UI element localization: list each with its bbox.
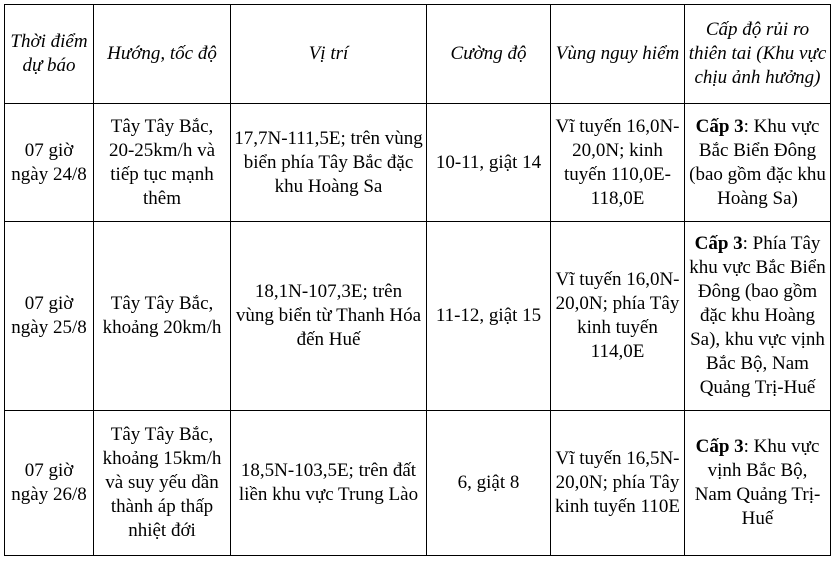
- table-row: [5, 104, 831, 222]
- table-row: [5, 222, 831, 411]
- risk-level-label: Cấp 3: [695, 115, 744, 137]
- cell-risk: [685, 411, 831, 556]
- header-danger-zone: Vùng nguy hiểm: [551, 5, 685, 104]
- header-row: [5, 5, 831, 104]
- cell-time: 07 giờ ngày 24/8: [5, 104, 94, 222]
- cell-danger-zone: Vĩ tuyến 16,5N-20,0N; phía Tây kinh tuyến 110E: [551, 411, 685, 556]
- cell-risk: [685, 104, 831, 222]
- risk-area-text: : Khu vực vịnh Bắc Bộ, Nam Quảng Trị-Huế: [694, 436, 821, 529]
- header-time: Thời điểm dự báo: [5, 5, 94, 104]
- header-risk-level: Cấp độ rủi ro thiên tai (Khu vực chịu ảnh hưởng): [685, 5, 831, 104]
- cell-direction: Tây Tây Bắc, khoảng 20km/h: [94, 222, 231, 411]
- header-direction: Hướng, tốc độ: [94, 5, 231, 104]
- cell-danger-zone: Vĩ tuyến 16,0N-20,0N; kinh tuyến 110,0E-118,0E: [551, 104, 685, 222]
- risk-level-label: Cấp 3: [695, 436, 744, 457]
- cell-risk: [685, 222, 831, 411]
- cell-time: 07 giờ ngày 26/8: [5, 411, 94, 556]
- risk-level-label: Cấp 3: [694, 233, 743, 254]
- risk-area-text: : Phía Tây khu vực Bắc Biển Đông (bao gồm đặc khu Hoàng Sa), khu vực vịnh Bắc Bộ, Nam Quảng Trị-Huế: [689, 233, 826, 398]
- risk-area-text: : Khu vực Bắc Biển Đông (bao gồm đặc khu Hoàng Sa): [689, 115, 826, 209]
- cell-time: 07 giờ ngày 25/8: [5, 222, 94, 411]
- forecast-table: [4, 4, 831, 556]
- cell-position: 17,7N-111,5E; trên vùng biển phía Tây Bắc đặc khu Hoàng Sa: [231, 104, 427, 222]
- cell-intensity: 6, giật 8: [427, 411, 551, 556]
- cell-intensity: 10-11, giật 14: [427, 104, 551, 222]
- cell-position: 18,1N-107,3E; trên vùng biển từ Thanh Hóa đến Huế: [231, 222, 427, 411]
- cell-direction: Tây Tây Bắc, 20-25km/h và tiếp tục mạnh thêm: [94, 104, 231, 222]
- cell-direction: Tây Tây Bắc, khoảng 15km/h và suy yếu dần thành áp thấp nhiệt đới: [94, 411, 231, 556]
- cell-danger-zone: Vĩ tuyến 16,0N-20,0N; phía Tây kinh tuyến 114,0E: [551, 222, 685, 411]
- header-position: Vị trí: [231, 5, 427, 104]
- cell-position: 18,5N-103,5E; trên đất liền khu vực Trung Lào: [231, 411, 427, 556]
- header-intensity: Cường độ: [427, 5, 551, 104]
- cell-intensity: 11-12, giật 15: [427, 222, 551, 411]
- table-row: [5, 411, 831, 556]
